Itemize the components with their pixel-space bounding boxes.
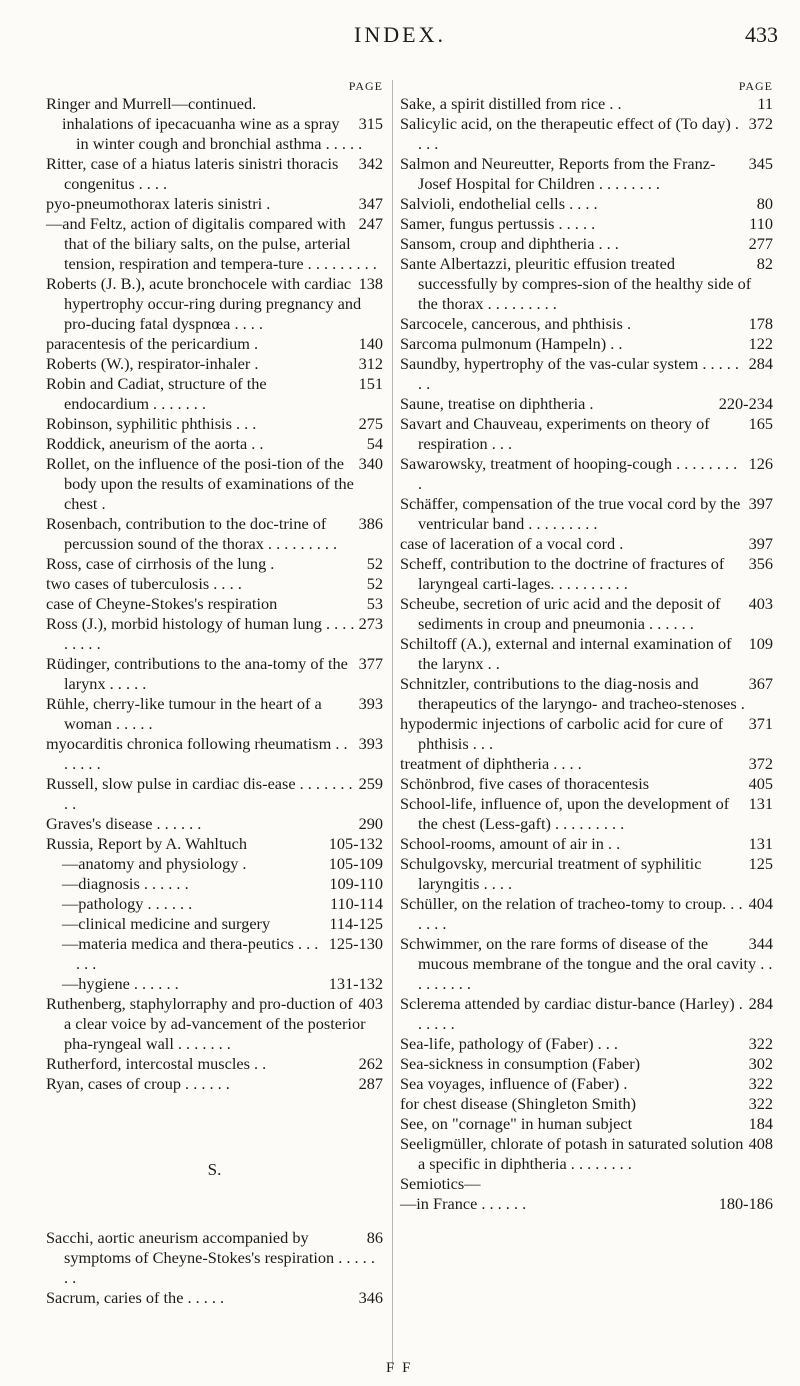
index-entry: [46, 114, 383, 154]
index-entry: [46, 334, 383, 354]
index-entry: [400, 394, 773, 414]
entry-text: —anatomy and physiology .: [62, 854, 247, 873]
entry-page-ref: 126: [748, 454, 773, 473]
index-entry: [46, 154, 383, 194]
entry-page-ref: 322: [748, 1074, 773, 1093]
entry-page-ref: 138: [358, 274, 383, 293]
entry-text: Sea-sickness in consumption (Faber): [400, 1054, 641, 1073]
entry-text: —pathology . . . . . .: [62, 894, 193, 913]
entry-text: Ruthenberg, staphylorraphy and pro-duction of a clear voice by ad-vancement of the posterior pha-ryngeal wall . . . . . . .: [46, 994, 366, 1053]
entry-text: Saundby, hypertrophy of the vas-cular system . . . . . . .: [400, 354, 739, 393]
index-entry: [400, 534, 773, 554]
entry-page-ref: 405: [748, 774, 773, 793]
entry-text: Rühle, cherry-like tumour in the heart of a woman . . . . .: [46, 694, 322, 733]
entry-page-ref: 178: [748, 314, 773, 333]
index-entry: [46, 1288, 383, 1308]
index-entry: [400, 594, 773, 634]
entry-text: Sea-life, pathology of (Faber) . . .: [400, 1034, 618, 1053]
index-entry: [400, 94, 773, 114]
entry-page-ref: 259: [358, 774, 383, 793]
entry-page-ref: 52: [366, 554, 383, 573]
entry-page-ref: 284: [748, 354, 773, 373]
index-entry: [46, 594, 383, 614]
entry-page-ref: 125-130: [328, 934, 383, 953]
entry-text: Salvioli, endothelial cells . . . .: [400, 194, 598, 213]
index-entry: [46, 454, 383, 514]
s-entries: [46, 1228, 383, 1308]
index-entry: [46, 654, 383, 694]
entry-page-ref: 403: [748, 594, 773, 613]
entry-page-ref: 140: [358, 334, 383, 353]
index-entry: [400, 634, 773, 674]
entry-text: Salicylic acid, on the therapeutic effect of (To day) . . . .: [400, 114, 739, 153]
index-entry: [400, 154, 773, 194]
entry-text: School-life, influence of, upon the development of the chest (Less-gaft) . . . . . . . . .: [400, 794, 730, 833]
index-entry: [400, 894, 773, 934]
index-entry: [46, 934, 383, 974]
entry-page-ref: 284: [748, 994, 773, 1013]
index-entry: [46, 1074, 383, 1094]
entry-page-ref: 322: [748, 1094, 773, 1113]
index-entry: [46, 554, 383, 574]
index-entry: [46, 274, 383, 334]
index-entry: [46, 614, 383, 654]
entry-text: Savart and Chauveau, experiments on theory of respiration . . .: [400, 414, 710, 453]
entry-page-ref: 287: [358, 1074, 383, 1093]
entry-text: treatment of diphtheria . . . .: [400, 754, 582, 773]
entry-text: Robin and Cadiat, structure of the endocardium . . . . . . .: [46, 374, 267, 413]
entry-page-ref: 247: [358, 214, 383, 233]
entry-page-ref: 105-132: [328, 834, 383, 853]
entry-page-ref: 344: [748, 934, 773, 953]
entry-text: paracentesis of the pericardium .: [46, 334, 259, 353]
entry-text: —diagnosis . . . . . .: [62, 874, 189, 893]
entry-page-ref: 53: [366, 594, 383, 613]
entry-page-ref: 82: [756, 254, 773, 273]
index-entry: [400, 1134, 773, 1174]
index-entry: [46, 894, 383, 914]
index-entry: [46, 354, 383, 374]
index-entry: [400, 194, 773, 214]
entry-page-ref: 371: [748, 714, 773, 733]
entry-page-ref: 393: [358, 734, 383, 753]
entry-text: Schwimmer, on the rare forms of disease of the mucous membrane of the tongue and the oral cavity . . . . . . . . .: [400, 934, 773, 993]
entry-text: See, on "cornage" in human subject: [400, 1114, 633, 1133]
entry-text: Ross, case of cirrhosis of the lung .: [46, 554, 275, 573]
index-entry: [400, 754, 773, 774]
right-entries: [400, 94, 773, 1214]
index-entry: [400, 674, 773, 714]
entry-text: pyo-pneumothorax lateris sinistri .: [46, 194, 271, 213]
entry-page-ref: 397: [748, 534, 773, 553]
entry-page-ref: 302: [748, 1054, 773, 1073]
index-entry: [400, 854, 773, 894]
entry-text: Schüller, on the relation of tracheo-tomy to croup. . . . . . .: [400, 894, 743, 933]
entry-text: Sawarowsky, treatment of hooping-cough . . . . . . . . .: [400, 454, 738, 493]
entry-page-ref: 54: [366, 434, 383, 453]
entry-text: two cases of tuberculosis . . . .: [46, 574, 242, 593]
entry-page-ref: 277: [748, 234, 773, 253]
entry-text: —in France . . . . . .: [400, 1194, 527, 1213]
entry-page-ref: 122: [748, 334, 773, 353]
index-entry: [46, 774, 383, 814]
entry-page-ref: 109-110: [329, 874, 383, 893]
entry-text: Russell, slow pulse in cardiac dis-ease . . . . . . . . .: [46, 774, 353, 813]
index-entry: [46, 854, 383, 874]
entry-page-ref: 356: [748, 554, 773, 573]
entry-page-ref: 346: [358, 1288, 383, 1307]
index-entry: [400, 1174, 773, 1194]
entry-text: Salmon and Neureutter, Reports from the Franz-Josef Hospital for Children . . . . . . . .: [400, 154, 716, 193]
index-entry: [400, 1074, 773, 1094]
section-letter: S.: [207, 1160, 222, 1179]
index-entry: [400, 794, 773, 834]
index-entry: [400, 234, 773, 254]
entry-text: Schulgovsky, mercurial treatment of syphilitic laryngitis . . . .: [400, 854, 702, 893]
left-column: [46, 78, 383, 1308]
entry-page-ref: 184: [748, 1114, 773, 1133]
index-entry: [46, 834, 383, 854]
entry-text: Saune, treatise on diphtheria .: [400, 394, 594, 413]
entry-text: —clinical medicine and surgery: [62, 914, 271, 933]
index-entry: [46, 694, 383, 734]
entry-text: Robinson, syphilitic phthisis . . .: [46, 414, 257, 433]
entry-text: —materia medica and thera-peutics . . . . . .: [62, 934, 319, 973]
index-entry: [400, 554, 773, 594]
entry-page-ref: 342: [358, 154, 383, 173]
index-entry: [46, 434, 383, 454]
entry-page-ref: 386: [358, 514, 383, 533]
right-column: [400, 78, 773, 1214]
entry-page-ref: 404: [748, 894, 773, 913]
entry-page-ref: 131: [748, 834, 773, 853]
entry-text: Ross (J.), morbid histology of human lung . . . . . . . . .: [46, 614, 355, 653]
index-entry: [400, 1034, 773, 1054]
page-number: 433: [745, 22, 778, 47]
index-entry: [400, 774, 773, 794]
entry-page-ref: 372: [748, 114, 773, 133]
entry-text: Rosenbach, contribution to the doc-trine of percussion sound of the thorax . . . . . . . . .: [46, 514, 338, 553]
entry-text: Scheff, contribution to the doctrine of fractures of laryngeal carti-lages. . . . . . . . . .: [400, 554, 725, 593]
entry-page-ref: 125: [748, 854, 773, 873]
entry-page-ref: 262: [358, 1054, 383, 1073]
entry-text: Schäffer, compensation of the true vocal cord by the ventricular band . . . . . . . . .: [400, 494, 741, 533]
entry-text: Ryan, cases of croup . . . . . .: [46, 1074, 230, 1093]
entry-text: Sante Albertazzi, pleuritic effusion treated successfully by compres-sion of the healthy side of the thorax . . . . . . . . .: [400, 254, 752, 313]
entry-text: Rollet, on the influence of the posi-tion of the body upon the results of examinations of the chest .: [46, 454, 354, 513]
index-entry: [400, 934, 773, 994]
entry-text: Sansom, croup and diphtheria . . .: [400, 234, 619, 253]
entry-text: Sclerema attended by cardiac distur-bance (Harley) . . . . . .: [400, 994, 743, 1033]
entry-page-ref: 131-132: [328, 974, 383, 993]
index-entry: [46, 194, 383, 214]
entry-text: Russia, Report by A. Wahltuch: [46, 834, 247, 853]
index-entry: [46, 94, 383, 114]
index-entry: [46, 414, 383, 434]
entry-text: Schnitzler, contributions to the diag-nosis and therapeutics of the laryngo- and tracheo-stenoses .: [400, 674, 745, 713]
column-divider: [392, 80, 393, 1370]
running-head: [0, 22, 800, 52]
index-entry: [400, 354, 773, 394]
entry-page-ref: 110: [749, 214, 773, 233]
entry-page-ref: 377: [358, 654, 383, 673]
entry-text: Ritter, case of a hiatus lateris sinistri thoracis congenitus . . . .: [46, 154, 339, 193]
index-entry: [46, 874, 383, 894]
index-entry: [400, 314, 773, 334]
entry-page-ref: 408: [748, 1134, 773, 1153]
index-entry: [46, 814, 383, 834]
entry-text: Schiltoff (A.), external and internal examination of the larynx . .: [400, 634, 732, 673]
entry-text: Sake, a spirit distilled from rice . .: [400, 94, 622, 113]
index-entry: [400, 214, 773, 234]
index-entry: [400, 494, 773, 534]
entry-text: case of Cheyne-Stokes's respiration: [46, 594, 278, 613]
entry-text: Roddick, aneurism of the aorta . .: [46, 434, 264, 453]
index-entry: [46, 214, 383, 274]
entry-text: Samer, fungus pertussis . . . . .: [400, 214, 596, 233]
index-entry: [46, 914, 383, 934]
index-entry: [46, 1228, 383, 1288]
entry-page-ref: 80: [756, 194, 773, 213]
entry-page-ref: 131: [748, 794, 773, 813]
entry-page-ref: 11: [757, 94, 773, 113]
entry-text: Sacchi, aortic aneurism accompanied by symptoms of Cheyne-Stokes's respiration . . . . . . .: [46, 1228, 375, 1287]
entry-page-ref: 109: [748, 634, 773, 653]
index-entry: [400, 414, 773, 454]
page-title: INDEX.: [354, 22, 446, 47]
entry-text: Rutherford, intercostal muscles . .: [46, 1054, 267, 1073]
entry-page-ref: 345: [748, 154, 773, 173]
entry-page-ref: 165: [748, 414, 773, 433]
index-entry: [400, 334, 773, 354]
entry-text: Ringer and Murrell—continued.: [46, 94, 257, 113]
index-entry: [400, 994, 773, 1034]
entry-text: for chest disease (Shingleton Smith): [400, 1094, 637, 1113]
index-entry: [46, 974, 383, 994]
entry-text: —hygiene . . . . . .: [62, 974, 179, 993]
entry-page-ref: 312: [358, 354, 383, 373]
entry-page-ref: 273: [358, 614, 383, 633]
index-entry: [400, 254, 773, 314]
entry-page-ref: 86: [366, 1228, 383, 1247]
entry-text: inhalations of ipecacuanha wine as a spray in winter cough and bronchial asthma . . . . .: [62, 114, 363, 153]
entry-page-ref: 393: [358, 694, 383, 713]
entry-text: Semiotics—: [400, 1174, 481, 1193]
entry-text: case of laceration of a vocal cord .: [400, 534, 624, 553]
entry-page-ref: 52: [366, 574, 383, 593]
left-entries: [46, 94, 383, 1094]
entry-page-ref: 397: [748, 494, 773, 513]
entry-page-ref: 372: [748, 754, 773, 773]
index-entry: [400, 454, 773, 494]
index-entry: [400, 1114, 773, 1134]
entry-page-ref: 322: [748, 1034, 773, 1053]
signature-mark: F F: [386, 1360, 413, 1376]
index-entry: [400, 1094, 773, 1114]
entry-page-ref: 403: [358, 994, 383, 1013]
index-entry: [400, 834, 773, 854]
entry-page-ref: 315: [358, 114, 383, 133]
entry-text: Seeligmüller, chlorate of potash in saturated solution a specific in diphtheria . . . . . . . .: [400, 1134, 744, 1173]
index-entry: [46, 514, 383, 554]
page-column-header: PAGE: [738, 79, 773, 93]
entry-text: Schönbrod, five cases of thoracentesis: [400, 774, 650, 793]
entry-page-ref: 290: [358, 814, 383, 833]
index-entry: [400, 1054, 773, 1074]
entry-text: Sarcoma pulmonum (Hampeln) . .: [400, 334, 623, 353]
entry-text: myocarditis chronica following rheumatism . . . . . . .: [46, 734, 348, 773]
entry-page-ref: 114-125: [329, 914, 383, 933]
index-entry: [400, 1194, 773, 1214]
index-entry: [46, 994, 383, 1054]
entry-text: Sea voyages, influence of (Faber) .: [400, 1074, 628, 1093]
entry-page-ref: 151: [358, 374, 383, 393]
entry-text: —and Feltz, action of digitalis compared with that of the biliary salts, on the pulse, arterial tension, respiration and tempera-ture . . . . . . . . .: [46, 214, 377, 273]
entry-text: Graves's disease . . . . . .: [46, 814, 202, 833]
index-entry: [46, 574, 383, 594]
entry-text: Sacrum, caries of the . . . . .: [46, 1288, 225, 1307]
index-entry: [46, 374, 383, 414]
index-entry: [46, 734, 383, 774]
entry-text: Scheube, secretion of uric acid and the deposit of sediments in croup and pneumonia . . . . . .: [400, 594, 721, 633]
entry-page-ref: 180-186: [718, 1194, 773, 1213]
entry-text: School-rooms, amount of air in . .: [400, 834, 621, 853]
page-column-header: PAGE: [348, 79, 383, 93]
entry-page-ref: 340: [358, 454, 383, 473]
entry-page-ref: 275: [358, 414, 383, 433]
entry-text: Rüdinger, contributions to the ana-tomy of the larynx . . . . .: [46, 654, 348, 693]
entry-text: Sarcocele, cancerous, and phthisis .: [400, 314, 632, 333]
entry-page-ref: 110-114: [329, 894, 383, 913]
index-entry: [400, 714, 773, 754]
entry-page-ref: 220-234: [718, 394, 773, 413]
entry-text: Roberts (W.), respirator-inhaler .: [46, 354, 259, 373]
index-entry: [46, 1054, 383, 1074]
index-entry: [400, 114, 773, 154]
entry-page-ref: 105-109: [328, 854, 383, 873]
entry-text: hypodermic injections of carbolic acid for cure of phthisis . . .: [400, 714, 724, 753]
entry-page-ref: 347: [358, 194, 383, 213]
entry-page-ref: 367: [748, 674, 773, 693]
entry-text: Roberts (J. B.), acute bronchocele with cardiac hypertrophy occur-ring during pregnancy and pro-ducing fatal dyspnœa . . . .: [46, 274, 362, 333]
